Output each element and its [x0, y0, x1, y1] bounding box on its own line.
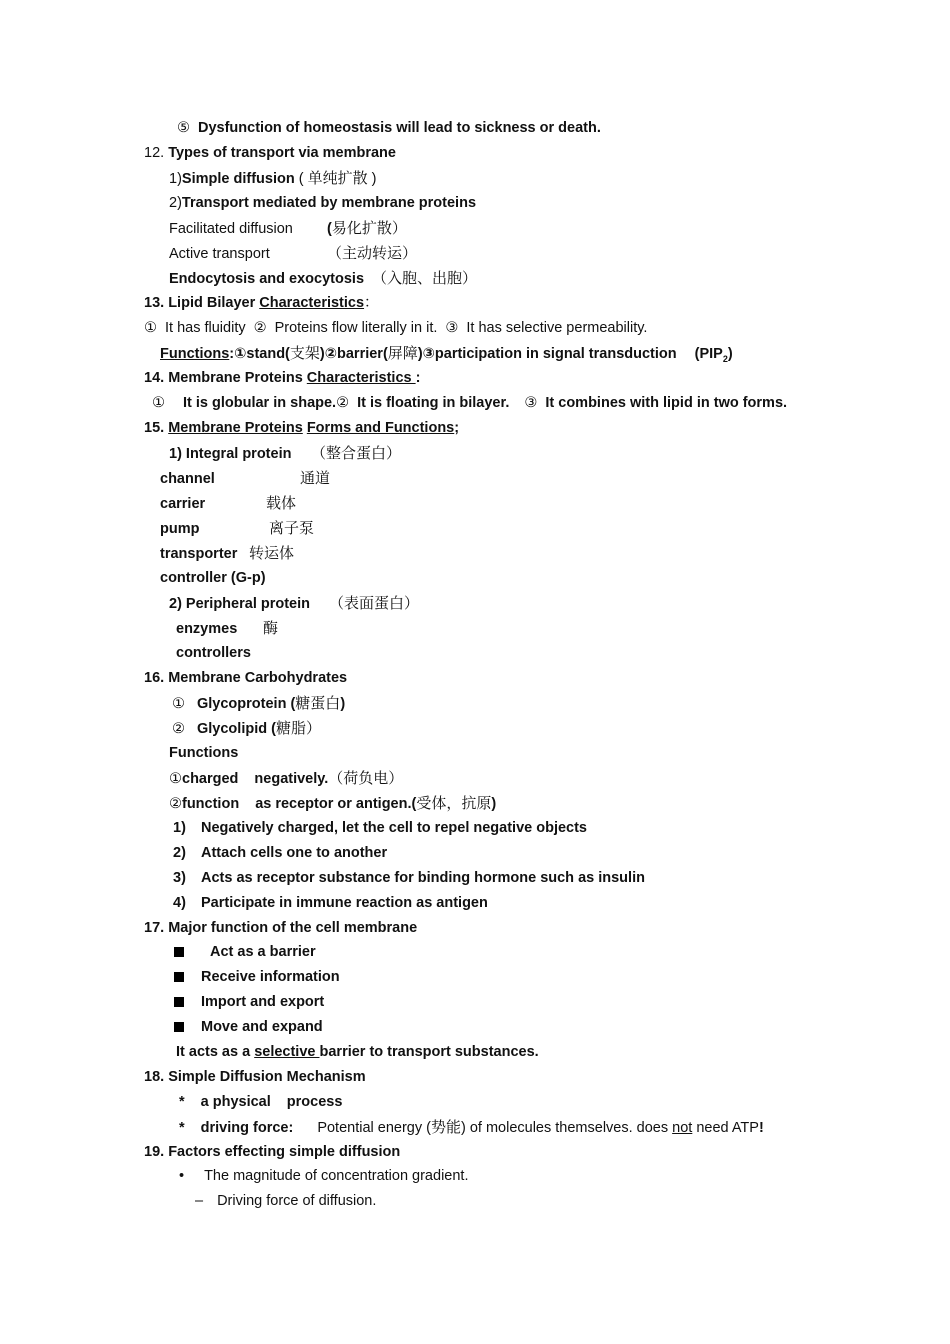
circled-one-marker: ①: [169, 771, 182, 787]
integral-transporter: [160, 543, 294, 564]
characteristic-2: Proteins flow literally in it.: [274, 320, 438, 336]
integral-carrier: [160, 493, 296, 514]
chinese-term: 糖脂）: [275, 719, 321, 737]
factor-text: The magnitude of concentration gradient.: [204, 1168, 469, 1184]
term-english: controller (G-p): [160, 570, 266, 586]
peripheral-enzymes: [176, 618, 278, 639]
term-english: pump: [160, 521, 200, 537]
circled-five-marker: ⑤: [177, 120, 190, 136]
characteristic-1: It is globular in shape.: [183, 395, 337, 411]
membrane-function-4: [174, 1017, 323, 1037]
integral-channel: [160, 468, 330, 489]
square-bullet-icon: [174, 947, 184, 957]
star-marker: *: [179, 1120, 185, 1136]
heading-title: Lipid Bilayer: [168, 295, 260, 311]
driving-force-label: driving force:: [200, 1120, 294, 1136]
carb-point-4: [173, 893, 488, 913]
active-transport: [169, 243, 417, 264]
facilitated-diffusion: [169, 218, 407, 239]
dash-marker: –: [195, 1193, 204, 1209]
term-english: channel: [160, 471, 215, 487]
factor-driving-force: [195, 1191, 376, 1211]
chinese-term: 支架: [289, 344, 320, 362]
term-english: 2) Peripheral protein: [169, 596, 311, 612]
heading-14: [144, 368, 420, 388]
diffusion-driving-force: [179, 1117, 764, 1138]
chinese-term: （主动转运）: [327, 244, 418, 262]
circled-three-marker: ③: [524, 395, 538, 411]
carb-point-1: [173, 818, 587, 838]
term-english: controllers: [176, 645, 251, 661]
integral-pump: [160, 518, 314, 539]
heading-12: [144, 143, 396, 163]
protein-characteristics-list: [152, 393, 787, 413]
heading-16: [144, 668, 347, 688]
circled-two-marker: ②: [169, 796, 182, 812]
paren-close: ): [340, 696, 346, 712]
point-text: Negatively charged, let the cell to repel negative objects: [201, 820, 587, 836]
term-english: Glycoprotein (: [197, 696, 296, 712]
chinese-term: 转运体: [249, 544, 295, 562]
item-prefix: 1): [169, 171, 182, 187]
chinese-term: 离子泵: [269, 519, 315, 537]
membrane-function-3: [174, 992, 324, 1012]
point-number: 2): [173, 845, 186, 861]
circled-one-marker: ①: [172, 696, 185, 712]
function-charged: [169, 768, 403, 789]
heading-title: Membrane Carbohydrates: [168, 670, 348, 686]
term-english: Facilitated diffusion: [169, 221, 293, 237]
carb-point-3: [173, 868, 645, 888]
paren-close: ): [491, 796, 497, 812]
function-stand: :①stand(: [229, 346, 290, 362]
heading-13: [144, 293, 379, 313]
point-text: Participate in immune reaction as antigen: [201, 895, 488, 911]
heading-underlined-2: Forms and Functions: [306, 420, 455, 436]
chinese-term: （整合蛋白）: [311, 444, 402, 462]
chinese-term: 屏障: [387, 344, 418, 362]
lipid-functions: [160, 343, 733, 369]
point-text: Acts as receptor substance for binding hormone such as insulin: [201, 870, 645, 886]
circled-one-marker: ①: [152, 395, 165, 411]
term-part-1: function: [182, 796, 240, 812]
function-receptor: [169, 793, 496, 814]
chinese-term: （入胞、出胞）: [372, 269, 478, 287]
heading-title: Factors effecting simple diffusion: [168, 1144, 401, 1160]
factor-text: Driving force of diffusion.: [217, 1193, 377, 1209]
text-part-2: ) of molecules themselves. does: [460, 1120, 673, 1136]
paren-close: ): [727, 346, 733, 362]
chinese-term: 单纯扩散: [307, 169, 368, 187]
point-number: 1): [173, 820, 186, 836]
point-text: Attach cells one to another: [201, 845, 388, 861]
functions-label: Functions: [169, 745, 239, 761]
term-english: carrier: [160, 496, 206, 512]
characteristic-2: It is floating in bilayer.: [357, 395, 510, 411]
paren-open: (: [327, 221, 332, 237]
note-underlined: selective: [254, 1044, 320, 1060]
circled-two-marker: ②: [172, 721, 185, 737]
term-part-2: negatively.: [254, 771, 329, 787]
heading-17: [144, 918, 417, 938]
carbohydrate-functions-label: [169, 743, 238, 763]
heading-number: 18.: [144, 1069, 165, 1085]
colon: ：: [364, 295, 379, 311]
pip-subscript: 2: [722, 353, 728, 364]
integral-protein: [169, 443, 401, 464]
function-signal: )③participation in signal transduction: [417, 346, 677, 362]
chinese-term: 糖蛋白: [295, 694, 341, 712]
paren-open: (: [294, 171, 308, 187]
chinese-term: 势能: [430, 1118, 461, 1136]
item-text: Transport mediated by membrane proteins: [181, 195, 477, 211]
item-prefix: 2): [169, 195, 182, 211]
carb-point-2: [173, 843, 387, 863]
text-part-3: need ATP: [692, 1120, 759, 1136]
item-text: Dysfunction of homeostasis will lead to sickness or death.: [198, 120, 601, 136]
term-part-1: a physical: [200, 1094, 271, 1110]
characteristic-3: It combines with lipid in two forms.: [545, 395, 788, 411]
heading-number: 15.: [144, 420, 165, 436]
glycolipid: [172, 718, 321, 739]
chinese-term: 载体: [266, 494, 297, 512]
exclamation: !: [758, 1120, 764, 1136]
item-text: Simple diffusion: [181, 171, 295, 187]
heading-number: 19.: [144, 1144, 165, 1160]
membrane-function-1: [174, 942, 316, 962]
glycoprotein: [172, 693, 345, 714]
note-pre: It acts as a: [176, 1044, 255, 1060]
lipid-characteristics-list: [144, 318, 647, 338]
term-english: transporter: [160, 546, 238, 562]
function-text: Import and export: [201, 994, 325, 1010]
factor-concentration-gradient: [179, 1166, 468, 1186]
bullet-dot-icon: •: [179, 1168, 185, 1184]
pip-label: (PIP: [694, 346, 723, 362]
square-bullet-icon: [174, 972, 184, 982]
square-bullet-icon: [174, 1022, 184, 1032]
underlined-not: not: [672, 1120, 693, 1136]
function-text: Act as a barrier: [210, 944, 316, 960]
diffusion-physical-process: [179, 1092, 342, 1112]
square-bullet-icon: [174, 997, 184, 1007]
chinese-term: （表面蛋白）: [329, 594, 420, 612]
heading-number: 12.: [144, 145, 165, 161]
point-number: 4): [173, 895, 186, 911]
text-part-1: Potential energy (: [317, 1120, 431, 1136]
peripheral-protein: [169, 593, 419, 614]
integral-controller: [160, 568, 266, 588]
heading-underlined-1: Membrane Proteins: [168, 420, 303, 436]
heading-title: Simple Diffusion Mechanism: [168, 1069, 366, 1085]
circled-two-marker: ②: [336, 395, 350, 411]
heading-number: 17.: [144, 920, 165, 936]
term-english: enzymes: [176, 621, 238, 637]
term-english: Glycolipid (: [197, 721, 276, 737]
term-english: Endocytosis and exocytosis: [169, 271, 365, 287]
term-part-1: charged: [182, 771, 239, 787]
function-barrier: )②barrier(: [319, 346, 388, 362]
endocytosis-exocytosis: [169, 268, 477, 289]
heading-title: Types of transport via membrane: [168, 145, 396, 161]
note-post: barrier to transport substances.: [319, 1044, 539, 1060]
heading-number: 13.: [144, 295, 165, 311]
chinese-term: （荷负电）: [328, 769, 404, 787]
heading-15: [144, 418, 459, 438]
chinese-term: 受体，抗原: [416, 794, 492, 812]
peripheral-controllers: [176, 643, 251, 663]
circled-two-marker: ②: [253, 320, 267, 336]
term-part-2: process: [286, 1094, 343, 1110]
function-text: Receive information: [201, 969, 340, 985]
circled-three-marker: ③: [445, 320, 459, 336]
heading-number: 16.: [144, 670, 165, 686]
heading-number: 14.: [144, 370, 165, 386]
paren-close: ): [367, 171, 377, 187]
colon: :: [415, 370, 421, 386]
membrane-function-2: [174, 967, 340, 987]
heading-19: [144, 1142, 400, 1162]
term-part-2: as receptor or antigen.(: [255, 796, 417, 812]
heading-title: Membrane Proteins: [168, 370, 307, 386]
heading-underlined: Characteristics: [259, 295, 365, 311]
term-english: 1) Integral protein: [169, 446, 292, 462]
transport-mediated: [169, 193, 476, 213]
term-english: Active transport: [169, 246, 270, 262]
chinese-term: 酶: [263, 619, 279, 637]
chinese-term: 易化扩散）: [331, 219, 407, 237]
function-text: Move and expand: [201, 1019, 323, 1035]
star-marker: *: [179, 1094, 185, 1110]
heading-underlined: Characteristics: [306, 370, 416, 386]
characteristic-3: It has selective permeability.: [466, 320, 648, 336]
heading-18: [144, 1067, 366, 1087]
transport-simple-diffusion: [169, 168, 376, 189]
heading-title: Major function of the cell membrane: [168, 920, 418, 936]
circled-one-marker: ①: [144, 320, 157, 336]
point-number: 3): [173, 870, 186, 886]
chinese-term: 通道: [300, 469, 331, 487]
colon: ;: [454, 420, 460, 436]
functions-label: Functions: [160, 346, 230, 362]
selective-barrier-note: [176, 1042, 539, 1062]
item-5-homeostasis: [177, 118, 601, 138]
characteristic-1: It has fluidity: [165, 320, 246, 336]
